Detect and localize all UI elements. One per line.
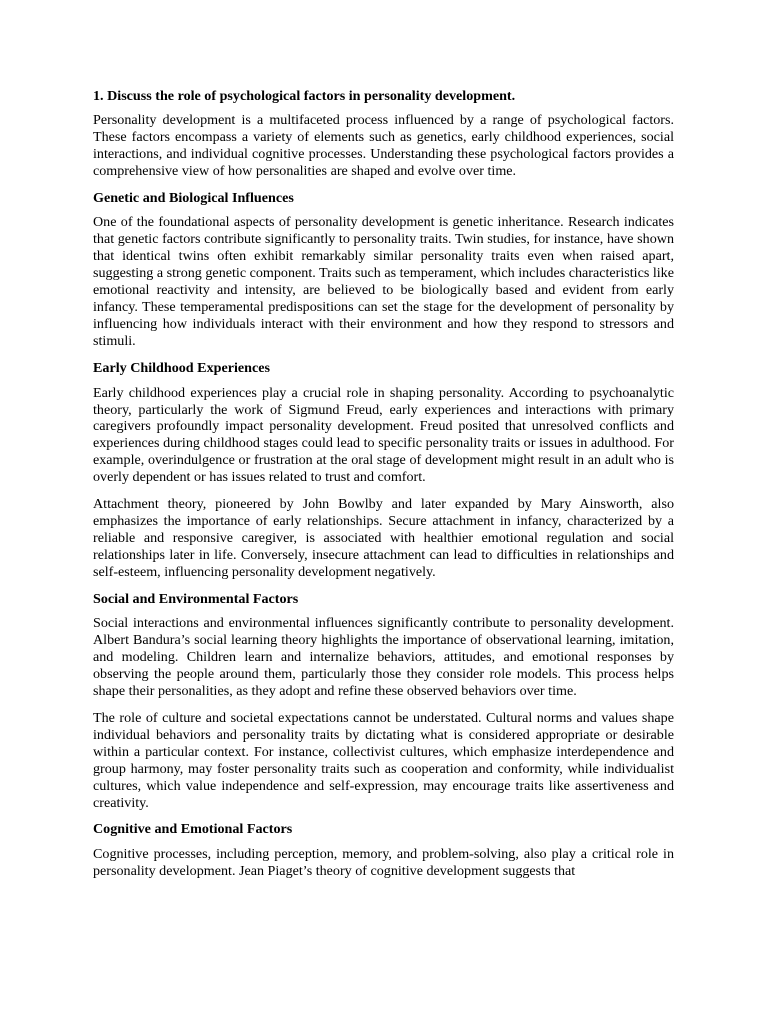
paragraph-early-childhood-1: Early childhood experiences play a crucial role in shaping personality. According to psychoanalytic theory, particularly the work of Sigmund Freud, early experiences and interactions with primary caregivers profoundly impact personality development. Freud posited that unresolved conflicts and experiences during childhood stages could lead to specific personality traits or issues in adulthood. For example, overindulgence or frustration at the oral stage of development might result in an adult who is overly dependent or has issues related to trust and comfort.	[93, 384, 674, 486]
paragraph-social-1: Social interactions and environmental influences significantly contribute to personality development. Albert Bandura’s social learning theory highlights the importance of observational learning, imitation, and modeling. Children learn and internalize behaviors, attitudes, and emotional responses by observing the people around them, particularly those they consider role models. This process helps shape their personalities, as they adopt and refine these observed behaviors over time.	[93, 615, 674, 700]
intro-paragraph: Personality development is a multifaceted process influenced by a range of psychological factors. These factors encompass a variety of elements such as genetics, early childhood experiences, social interactions, and individual cognitive processes. Understanding these psychological factors provides a comprehensive view of how personalities are shaped and evolve over time.	[93, 111, 674, 179]
paragraph-genetic: One of the foundational aspects of personality development is genetic inheritance. Research indicates that genetic factors contribute significantly to personality traits. Twin studies, for instance, have shown that identical twins often exhibit remarkably similar personality traits even when raised apart, suggesting a strong genetic component. Traits such as temperament, which includes characteristics like emotional reactivity and intensity, are believed to be biologically based and evident from early infancy. These temperamental predispositions can set the stage for the development of personality by influencing how individuals interact with their environment and how they respond to stressors and stimuli.	[93, 214, 674, 349]
question-title: 1. Discuss the role of psychological factors in personality development.	[93, 88, 516, 104]
document-page	[93, 88, 674, 890]
paragraph-cognitive: Cognitive processes, including perception, memory, and problem-solving, also play a critical role in personality development. Jean Piaget’s theory of cognitive development suggests that	[93, 846, 674, 880]
paragraph-social-2: The role of culture and societal expectations cannot be understated. Cultural norms and values shape individual behaviors and personality traits by dictating what is considered appropriate or desirable within a particular context. For instance, collectivist cultures, which emphasize interdependence and group harmony, may foster personality traits such as cooperation and conformity, while individualist cultures, which value independence and self-expression, may encourage traits like assertiveness and creativity.	[93, 710, 674, 811]
paragraph-early-childhood-2: Attachment theory, pioneered by John Bowlby and later expanded by Mary Ainsworth, also emphasizes the importance of early relationships. Secure attachment in infancy, characterized by a reliable and responsive caregiver, is associated with healthier emotional regulation and social relationships later in life. Conversely, insecure attachment can lead to difficulties in relationships and self-esteem, influencing personality development negatively.	[93, 496, 674, 580]
section-heading-social: Social and Environmental Factors	[93, 590, 299, 607]
section-heading-early-childhood: Early Childhood Experiences	[93, 359, 270, 376]
section-heading-genetic: Genetic and Biological Influences	[93, 189, 294, 206]
section-heading-cognitive: Cognitive and Emotional Factors	[93, 821, 293, 838]
